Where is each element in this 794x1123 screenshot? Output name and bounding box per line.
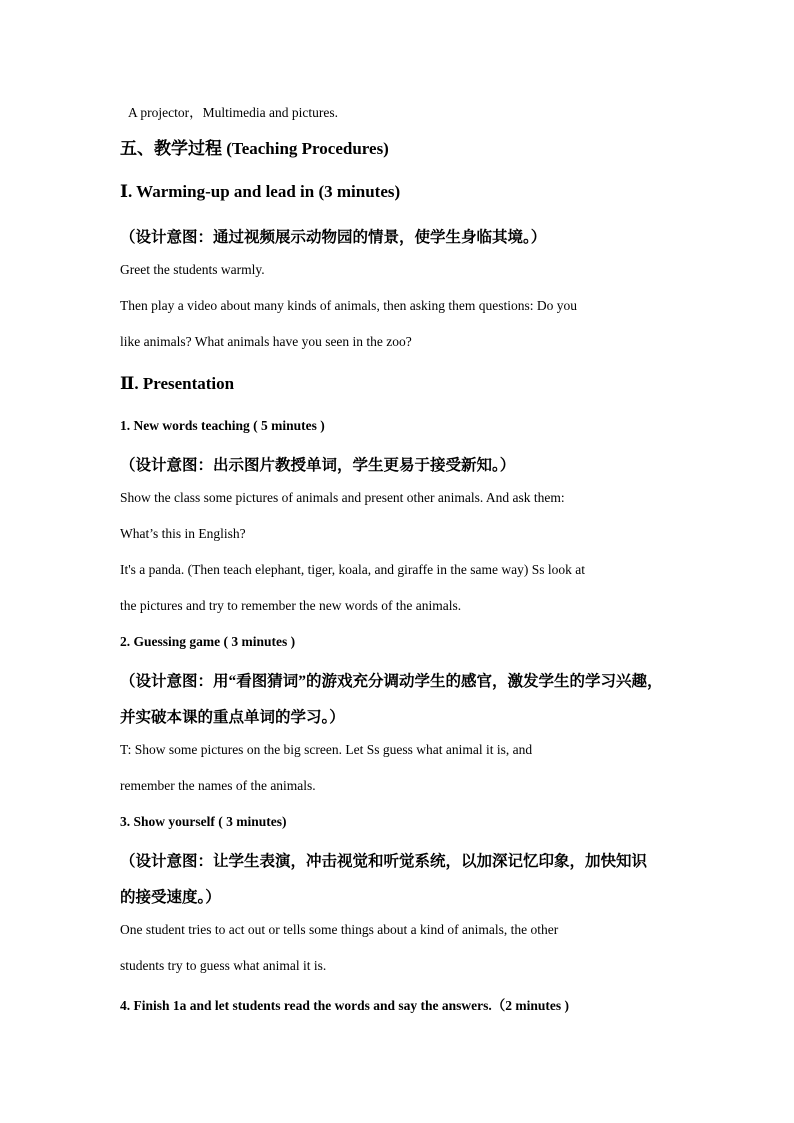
paragraph-line: It's a panda. (Then teach elephant, tiger, koala, and giraffe in the same way) Ss look at	[120, 562, 585, 577]
paragraph-line: the pictures and try to remember the new words of the animals.	[120, 598, 462, 613]
paragraph-line: Then play a video about many kinds of animals, then asking them questions: Do you	[120, 298, 578, 313]
paragraph-line: students try to guess what animal it is.	[120, 958, 327, 973]
step-title-guessing-game: 2. Guessing game ( 3 minutes )	[120, 634, 296, 649]
design-intent-show-yourself-line1: （设计意图：让学生表演，冲击视觉和听觉系统，以加深记忆印象，加快知识	[120, 853, 648, 870]
heading-warming-up: Ⅰ. Warming-up and lead in (3 minutes)	[120, 182, 401, 201]
paragraph-line: T: Show some pictures on the big screen. Let Ss guess what animal it is, and	[120, 742, 533, 757]
paragraph-line: Greet the students warmly.	[120, 262, 265, 277]
section-heading-teaching-procedures: 五、教学过程 (Teaching Procedures)	[120, 139, 389, 158]
design-intent-guessing-game-line2: 并实破本课的重点单词的学习。）	[120, 709, 345, 726]
paragraph-line: Show the class some pictures of animals and present other animals. And ask them:	[120, 490, 565, 505]
paragraph-line: One student tries to act out or tells some things about a kind of animals, the other	[120, 922, 559, 937]
materials-line: A projector，Multimedia and pictures.	[128, 105, 338, 120]
design-intent-show-yourself-line2: 的接受速度。）	[120, 889, 221, 906]
step-title-finish-1a: 4. Finish 1a and let students read the words and say the answers.（2 minutes )	[120, 998, 570, 1013]
design-intent-new-words: （设计意图：出示图片教授单词，学生更易于接受新知。）	[120, 457, 516, 474]
design-intent-guessing-game-line1: （设计意图：用“看图猜词”的游戏充分调动学生的感官，激发学生的学习兴趣，	[120, 673, 663, 690]
paragraph-line: remember the names of the animals.	[120, 778, 316, 793]
heading-presentation: Ⅱ. Presentation	[120, 374, 235, 393]
step-title-show-yourself: 3. Show yourself ( 3 minutes)	[120, 814, 287, 829]
paragraph-line: like animals? What animals have you seen in the zoo?	[120, 334, 412, 349]
paragraph-line: What’s this in English?	[120, 526, 246, 541]
design-intent-warming-up: （设计意图：通过视频展示动物园的情景，使学生身临其境。）	[120, 229, 547, 246]
step-title-new-words: 1. New words teaching ( 5 minutes )	[120, 418, 325, 433]
